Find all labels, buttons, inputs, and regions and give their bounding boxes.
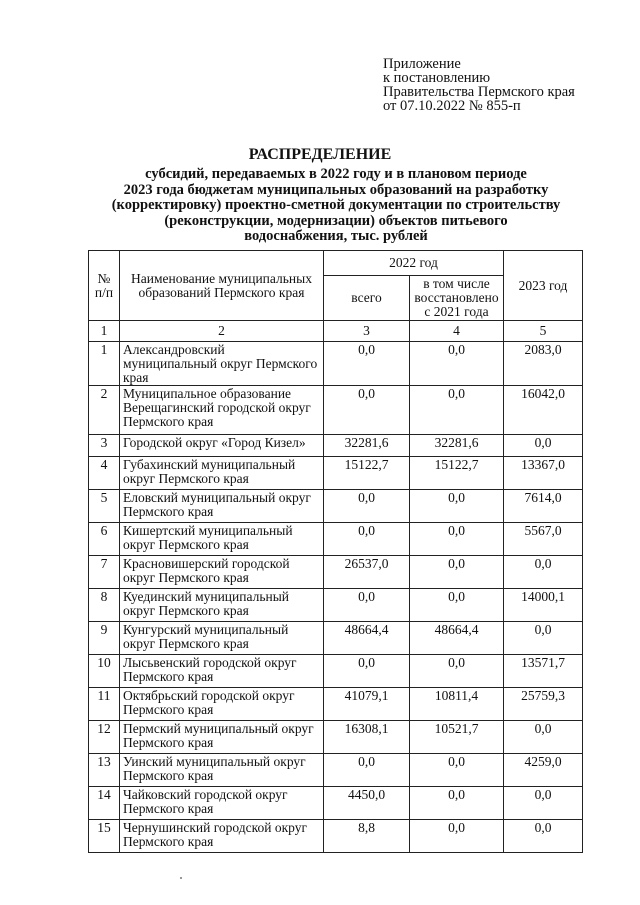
table-row [89,556,583,589]
row-number: 6 [89,523,120,556]
table-row [89,688,583,721]
row-number: 13 [89,754,120,787]
table-row [89,523,583,556]
document-title: РАСПРЕДЕЛЕНИЕ [248,146,392,163]
value-2022-restored: 0,0 [410,787,504,820]
value-2023: 0,0 [504,721,583,754]
value-2023: 7614,0 [504,490,583,523]
value-2022-total: 0,0 [324,754,410,787]
municipality-name: Кишертский муниципальный округ Пермского края [120,523,324,556]
column-number: 2 [120,321,324,342]
value-2022-restored: 0,0 [410,589,504,622]
table-row [89,457,583,490]
value-2022-restored: 0,0 [410,386,504,435]
value-2022-total: 26537,0 [324,556,410,589]
value-2022-restored: 0,0 [410,655,504,688]
value-2022-restored: 32281,6 [410,435,504,457]
table-row [89,435,583,457]
municipality-name: Городской округ «Город Кизел» [120,435,324,457]
row-number: 4 [89,457,120,490]
column-number: 1 [89,321,120,342]
municipality-name: Муниципальное образование Верещагинский городской округ Пермского края [120,386,324,435]
table-row [89,820,583,853]
value-2023: 4259,0 [504,754,583,787]
column-number-row [89,321,583,342]
table-row [89,721,583,754]
value-2023: 0,0 [504,820,583,853]
table-row [89,589,583,622]
value-2023: 13367,0 [504,457,583,490]
value-2022-total: 48664,4 [324,622,410,655]
appendix-line-2: к постановлению [383,70,491,86]
value-2022-total: 15122,7 [324,457,410,490]
row-number: 8 [89,589,120,622]
row-number: 10 [89,655,120,688]
document-subtitle [95,167,577,245]
value-2022-restored: 0,0 [410,490,504,523]
column-number: 5 [504,321,583,342]
value-2022-restored: 48664,4 [410,622,504,655]
subtitle-line-1: субсидий, передаваемых в 2022 году и в плановом периоде [145,166,527,182]
value-2022-restored: 0,0 [410,820,504,853]
value-2022-restored: 0,0 [410,754,504,787]
value-2023: 0,0 [504,622,583,655]
table-row [89,342,583,386]
value-2022-total: 8,8 [324,820,410,853]
value-2023: 0,0 [504,435,583,457]
header-year-2023: 2023 год [504,251,583,321]
value-2022-total: 0,0 [324,523,410,556]
value-2022-total: 0,0 [324,386,410,435]
header-restored: в том числе восстановлено с 2021 года [410,276,504,321]
municipality-name: Еловский муниципальный округ Пермского края [120,490,324,523]
appendix-header [383,57,575,113]
subtitle-line-3: (корректировку) проектно-сметной документации по строительству [111,197,561,213]
municipality-name: Октябрьский городской округ Пермского края [120,688,324,721]
appendix-line-4: от 07.10.2022 № 855-п [383,98,521,114]
value-2022-restored: 0,0 [410,342,504,386]
value-2022-restored: 0,0 [410,556,504,589]
row-number: 11 [89,688,120,721]
value-2022-total: 41079,1 [324,688,410,721]
header-total: всего [324,276,410,321]
row-number: 2 [89,386,120,435]
value-2022-restored: 0,0 [410,523,504,556]
subsidy-table [88,250,583,853]
appendix-line-1: Приложение [383,56,461,72]
header-num: № п/п [89,251,120,321]
value-2023: 2083,0 [504,342,583,386]
value-2023: 16042,0 [504,386,583,435]
value-2023: 25759,3 [504,688,583,721]
row-number: 3 [89,435,120,457]
value-2023: 14000,1 [504,589,583,622]
row-number: 1 [89,342,120,386]
value-2022-restored: 10521,7 [410,721,504,754]
subtitle-line-2: 2023 года бюджетам муниципальных образований на разработку [123,181,549,198]
row-number: 9 [89,622,120,655]
value-2022-total: 0,0 [324,342,410,386]
table-row [89,490,583,523]
column-number: 4 [410,321,504,342]
value-2022-total: 16308,1 [324,721,410,754]
value-2022-total: 0,0 [324,490,410,523]
value-2023: 0,0 [504,556,583,589]
municipality-name: Куединский муниципальный округ Пермского края [120,589,324,622]
municipality-name: Красновишерский городской округ Пермского края [120,556,324,589]
municipality-name: Лысьвенский городской округ Пермского края [120,655,324,688]
scan-speck [180,877,182,879]
subtitle-line-4: (реконструкции, модернизации) объектов питьевого [164,212,508,229]
value-2023: 0,0 [504,787,583,820]
value-2022-total: 32281,6 [324,435,410,457]
table-row [89,754,583,787]
municipality-name: Чернушинский городской округ Пермского края [120,820,324,853]
value-2023: 5567,0 [504,523,583,556]
table-row [89,787,583,820]
row-number: 7 [89,556,120,589]
row-number: 5 [89,490,120,523]
value-2022-restored: 10811,4 [410,688,504,721]
value-2022-restored: 15122,7 [410,457,504,490]
row-number: 12 [89,721,120,754]
municipality-name: Пермский муниципальный округ Пермского края [120,721,324,754]
row-number: 14 [89,787,120,820]
value-2022-total: 0,0 [324,589,410,622]
table-row [89,622,583,655]
header-name: Наименование муниципальных образований Пермского края [120,251,324,321]
municipality-name: Александровский муниципальный округ Пермского края [120,342,324,386]
table-row [89,655,583,688]
column-number: 3 [324,321,410,342]
municipality-name: Чайковский городской округ Пермского края [120,787,324,820]
header-year-2022: 2022 год [324,251,504,276]
value-2022-total: 4450,0 [324,787,410,820]
row-number: 15 [89,820,120,853]
appendix-line-3: Правительства Пермского края [383,84,575,100]
value-2022-total: 0,0 [324,655,410,688]
municipality-name: Губахинский муниципальный округ Пермского края [120,457,324,490]
table-row [89,386,583,435]
municipality-name: Уинский муниципальный округ Пермского края [120,754,324,787]
subtitle-line-5: водоснабжения, тыс. рублей [244,228,428,244]
value-2023: 13571,7 [504,655,583,688]
municipality-name: Кунгурский муниципальный округ Пермского края [120,622,324,655]
